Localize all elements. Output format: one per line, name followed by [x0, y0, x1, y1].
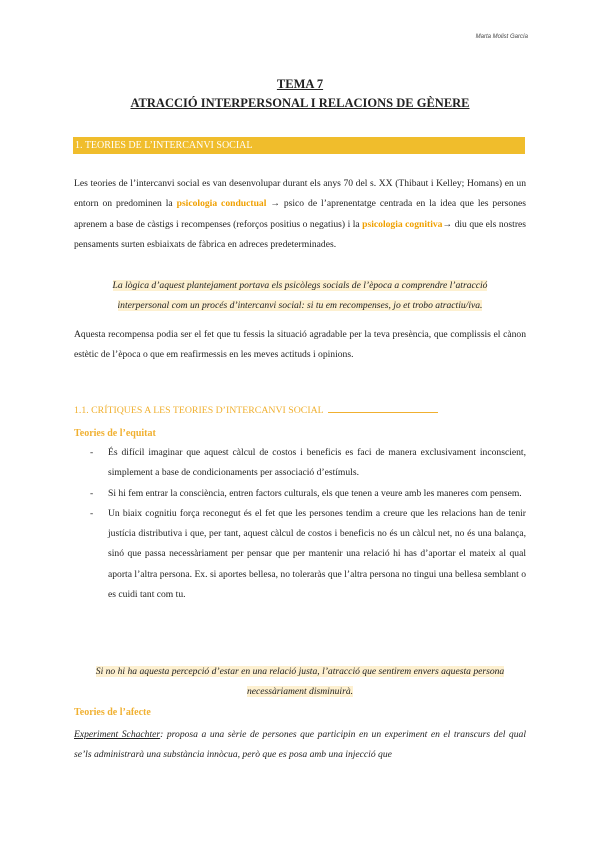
experiment-text: : proposa a una sèrie de persones que participin en un experiment en el transcurs del qual se’ls administrarà una substància innòcua, però que es posa amb una injecció que: [74, 729, 526, 761]
highlight-behavioral-psychology: psicologia conductual: [176, 198, 267, 210]
list-item: - És difícil imaginar que aquest càlcul de costos i beneficis es faci de manera exclusivament inconscient, simplement a base de condicionaments per associació d’estímuls.: [74, 443, 526, 484]
intro-text-3: → diu que els nostres pensaments surten esbiaixats de fàbrica en adreces predeterminades.: [74, 218, 527, 250]
equity-list: [74, 443, 526, 605]
document-title: TEMA 7: [276, 77, 324, 91]
heading-underline: [328, 412, 438, 413]
intro-text-1: Les teories de l’intercanvi social es van desenvolupar durant els anys 70 del s. XX (Thibaut i Kelley; Homans) en un entorn on predominen la: [74, 178, 526, 210]
subsection-heading: [74, 405, 526, 416]
highlight-cognitive-psychology: psicologia cognitiva: [362, 218, 443, 230]
equity-theories-heading: Teories de l’equitat: [74, 428, 156, 439]
highlighted-quote-1: [86, 276, 514, 317]
reward-paragraph: Aquesta recompensa podia ser el fet que tu fessis la situació agradable per la teva presència, que complissis el cànon estètic de l’època o que em reafirmessis en les meves actituds i opinions.: [74, 329, 526, 361]
experiment-paragraph: [74, 725, 526, 766]
quote-2-text: Si no hi ha aquesta percepció d’estar en una relació justa, l’atracció que sentirem envers aquesta persona necessàriament disminuirà.: [95, 666, 505, 698]
affect-theories-heading: Teories de l’afecte: [74, 707, 151, 718]
author-name: Marta Molist García: [475, 34, 528, 40]
list-item: - Si hi fem entrar la consciència, entren factors culturals, els que tenen a veure amb les maneres com pensem.: [74, 484, 526, 504]
intro-text-2: → psico de l’aprenentatge centrada en la idea que les persones aprenem a base de càstigs i recompenses (reforços positius o negatius) i la: [74, 198, 526, 230]
subsection-heading-text: 1.1. CRÍTIQUES A LES TEORIES D’INTERCANVI SOCIAL: [74, 405, 324, 416]
document-subtitle: ATRACCIÓ INTERPERSONAL I RELACIONS DE GÈNERE: [130, 96, 470, 110]
section-heading-1: 1. TEORIES DE L’INTERCANVI SOCIAL: [73, 137, 525, 154]
highlighted-quote-2: [86, 662, 514, 703]
intro-paragraph: [74, 174, 526, 255]
experiment-label: Experiment Schachter: [74, 729, 161, 740]
list-item: - Un biaix cognitiu força reconegut és el fet que les persones tendim a creure que les relacions han de tenir justícia distributiva i que, per tant, aquest càlcul de costos i beneficis no és un càlcul net, no és una balança, sinó que passa necessàriament per pensar que per mantenir una relació hi has d’aportar el mateix al qual aporta l’altra persona. Ex. si aportes bellesa, no toleraràs que l’altra persona no tingui una bellesa semblant o es cuidi tant com tu.: [74, 504, 526, 605]
quote-1-text: La lògica d’aquest plantejament portava els psicòlegs socials de l’època a comprendre l’atracció interpersonal com un procés d’intercanvi social: si tu em recompenses, jo et trobo atractiu/iva.: [112, 280, 488, 312]
